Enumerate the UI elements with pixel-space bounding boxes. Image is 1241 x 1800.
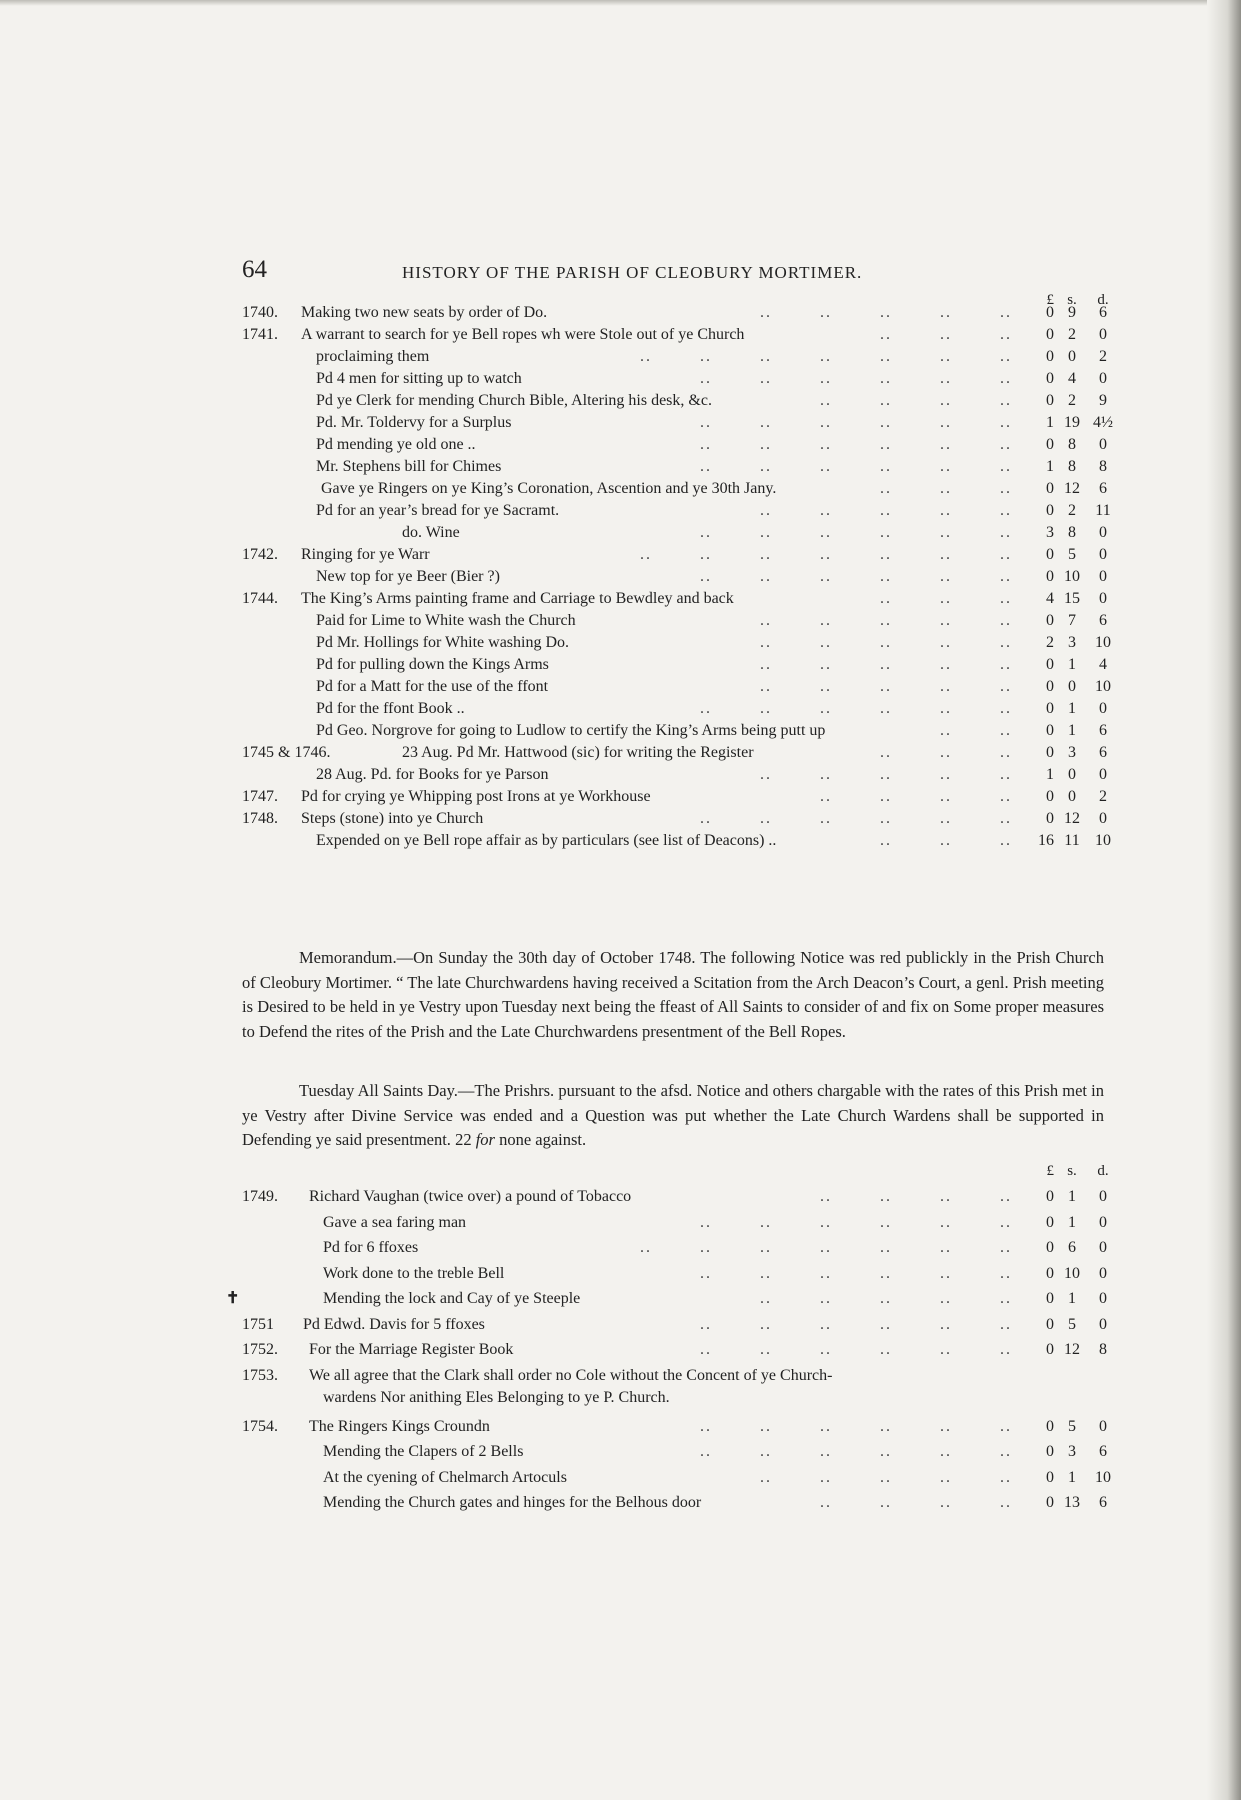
shillings-cell: 0 <box>1068 678 1076 695</box>
shillings-cell: 10 <box>1064 568 1080 585</box>
shillings-cell: 5 <box>1068 1315 1076 1333</box>
entry-year: 1742. <box>242 546 278 563</box>
pence-cell: 10 <box>1095 832 1111 849</box>
tuesday-paragraph <box>242 1079 1104 1153</box>
shillings-cell: 0 <box>1068 766 1076 783</box>
entry-year: 1740. <box>242 304 278 321</box>
entry-description: A warrant to search for ye Bell ropes wh were Stole out of ye Church <box>301 326 745 343</box>
shillings-cell: 1 <box>1068 656 1076 673</box>
pounds-cell: 0 <box>1046 502 1054 519</box>
memorandum-paragraph <box>242 946 1104 1044</box>
entry-description: The King’s Arms painting frame and Carriage to Bewdley and back <box>301 590 734 607</box>
pounds-cell: 0 <box>1046 612 1054 629</box>
pounds-cell: 0 <box>1046 744 1054 761</box>
entry-description: Making two new seats by order of Do. <box>301 304 548 321</box>
money-column-heads-2 <box>0 1163 1160 1183</box>
dot-leader: .. .. .. .. .. .. <box>700 1264 1012 1282</box>
pence-cell: 0 <box>1099 1264 1107 1282</box>
entry-description: Ringing for ye Warr <box>301 546 430 563</box>
pence-cell: 6 <box>1099 744 1107 761</box>
entry-description: The Ringers Kings Croundn <box>309 1417 490 1435</box>
entry-description: Pd Edwd. Davis for 5 ffoxes <box>303 1315 485 1333</box>
dot-leader: .. .. .. <box>880 590 1012 607</box>
entry-description: Mr. Stephens bill for Chimes <box>316 458 502 475</box>
pence-cell: 6 <box>1099 1494 1107 1511</box>
shillings-cell: 1 <box>1068 722 1076 739</box>
vote-for-word: for <box>475 1130 495 1149</box>
dot-leader: .. .. .. <box>880 480 1012 497</box>
shillings-cell: 2 <box>1068 392 1076 409</box>
ledger-row <box>0 1235 1160 1260</box>
pence-cell: 6 <box>1099 1443 1107 1460</box>
shillings-cell: 12 <box>1064 810 1080 827</box>
shillings-head: s. <box>1067 1163 1077 1179</box>
pence-cell: 6 <box>1099 304 1107 321</box>
pounds-cell: 0 <box>1046 392 1054 409</box>
entry-description: We all agree that the Clark shall order no Cole without the Concent of ye Church- <box>309 1366 833 1384</box>
shillings-cell: 1 <box>1068 700 1076 717</box>
entry-description: Gave ye Ringers on ye King’s Coronation, Ascention and ye 30th Jany. <box>321 480 777 497</box>
shillings-cell: 12 <box>1064 1341 1080 1358</box>
shillings-cell: 3 <box>1068 1443 1076 1460</box>
dot-leader: .. .. .. .. .. .. <box>700 810 1012 827</box>
ledger-row <box>0 1439 1160 1464</box>
shillings-cell: 8 <box>1068 436 1076 453</box>
entry-description: 28 Aug. Pd. for Books for ye Parson <box>316 766 549 783</box>
pounds-cell: 0 <box>1046 656 1054 673</box>
ledger-row <box>0 1414 1160 1439</box>
pounds-cell: 4 <box>1046 590 1054 607</box>
margin-cross-icon: ✝ <box>226 1290 240 1307</box>
shillings-cell: 12 <box>1064 480 1080 497</box>
pence-cell: 0 <box>1099 810 1107 827</box>
pounds-cell: 0 <box>1046 1443 1054 1460</box>
page-top-shadow <box>0 0 1241 6</box>
dot-leader: .. .. .. .. .. .. <box>700 458 1012 475</box>
pounds-cell: 0 <box>1046 1239 1054 1256</box>
dot-leader: .. .. .. .. <box>820 1494 1012 1511</box>
entry-year: 1754. <box>242 1417 278 1435</box>
pence-cell: 0 <box>1099 1213 1107 1231</box>
entry-description: Pd. Mr. Toldervy for a Surplus <box>316 414 512 431</box>
pounds-cell: 0 <box>1046 568 1054 585</box>
pounds-head: £ <box>1046 1163 1054 1179</box>
pence-cell: 0 <box>1099 700 1107 717</box>
dot-leader: .. .. .. .. .. .. <box>700 370 1012 387</box>
pence-head: d. <box>1097 1163 1109 1179</box>
pounds-cell: 0 <box>1046 304 1054 321</box>
entry-description: Pd Geo. Norgrove for going to Ludlow to certify the King’s Arms being putt up <box>316 722 826 739</box>
shillings-cell: 19 <box>1064 414 1080 431</box>
pounds-cell: 0 <box>1046 810 1054 827</box>
pence-cell: 0 <box>1099 568 1107 585</box>
entry-year: 1745 & 1746. <box>242 744 331 761</box>
dot-leader: .. .. .. .. .. .. <box>700 414 1012 431</box>
entry-description: Pd for 6 ffoxes <box>323 1239 419 1256</box>
pence-cell: 0 <box>1099 1239 1107 1256</box>
dot-leader: .. .. .. .. .. .. <box>700 700 1012 717</box>
entry-description: proclaiming them <box>316 348 430 365</box>
tuesday-text: Tuesday All Saints Day.—The Prishrs. pursuant to the afsd. Notice and others chargable with the rates of this Prish met in ye Vestry after Divine Service was ended and a Question was put whether the Late Church Wardens shall be supported in Defending ye said presentment. <box>242 1081 1104 1149</box>
shillings-cell: 3 <box>1068 744 1076 761</box>
memorandum-text: Memorandum.—On Sunday the 30th day of October 1748. The following Notice was red publickly in the Prish Church of Cleobury Mortimer. “ The late Churchwardens having received a Scitation from the Arch Deacon’s Court, a genl. Prish meeting is Desired to be held in ye Vestry upon Tuesday next being the ffeast of All Saints to consider of and fix on Some proper measures to Defend the rites of the Prish and the Late Churchwardens presentment of the Bell Ropes. <box>242 948 1104 1041</box>
entry-description: Gave a sea faring man <box>323 1213 467 1231</box>
entry-description: Steps (stone) into ye Church <box>301 810 484 827</box>
dot-leader: .. .. .. .. .. .. <box>700 1213 1012 1231</box>
pence-cell: 0 <box>1099 524 1107 541</box>
pence-cell: 6 <box>1099 480 1107 497</box>
ledger-row <box>0 1184 1160 1209</box>
pence-cell: 0 <box>1099 590 1107 607</box>
entry-description: Pd for crying ye Whipping post Irons at ye Workhouse <box>301 788 651 805</box>
shillings-cell: 10 <box>1064 1264 1080 1282</box>
dot-leader: .. .. .. .. .. <box>760 612 1012 629</box>
ledger-continuation-line: wardens Nor anithing Eles Belonging to ye P. Church. <box>323 1389 670 1406</box>
dot-leader: .. .. .. .. .. <box>760 766 1012 783</box>
page-number: 64 <box>242 256 267 283</box>
pounds-cell: 0 <box>1046 1264 1054 1282</box>
entry-description: New top for ye Beer (Bier ?) <box>316 568 500 585</box>
pounds-cell: 0 <box>1046 1290 1054 1307</box>
entry-description: At the cyening of Chelmarch Artoculs <box>323 1468 567 1486</box>
pounds-cell: 0 <box>1046 678 1054 695</box>
pence-cell: 2 <box>1099 788 1107 805</box>
pence-head: d. <box>1097 292 1109 308</box>
pounds-cell: 0 <box>1046 1341 1054 1358</box>
pounds-cell: 0 <box>1046 1494 1054 1511</box>
shillings-cell: 0 <box>1068 788 1076 805</box>
pence-cell: 0 <box>1099 1315 1107 1333</box>
pounds-cell: 0 <box>1046 1188 1054 1205</box>
entry-description: Mending the Church gates and hinges for the Belhous door <box>323 1494 702 1511</box>
dot-leader: .. .. .. .. .. .. .. <box>640 1239 1012 1256</box>
entry-year: 1747. <box>242 788 278 805</box>
shillings-cell: 4 <box>1068 370 1076 387</box>
entry-description: do. Wine <box>402 524 460 541</box>
entry-year: 1748. <box>242 810 278 827</box>
dot-leader: .. .. .. .. .. <box>760 656 1012 673</box>
pence-cell: 10 <box>1095 678 1111 695</box>
ledger-row <box>0 1312 1160 1337</box>
shillings-cell: 1 <box>1068 1188 1076 1205</box>
dot-leader: .. .. .. .. .. .. .. <box>640 546 1012 563</box>
dot-leader: .. .. .. .. .. <box>760 502 1012 519</box>
pounds-cell: 0 <box>1046 326 1054 343</box>
ledger-row <box>0 1337 1160 1362</box>
shillings-cell: 5 <box>1068 546 1076 563</box>
shillings-head: s. <box>1067 292 1077 308</box>
dot-leader: .. .. .. .. .. <box>760 634 1012 651</box>
dot-leader: .. .. .. .. .. .. <box>700 1417 1012 1435</box>
entry-year: 1749. <box>242 1188 278 1205</box>
entry-description: Pd ye Clerk for mending Church Bible, Altering his desk, &c. <box>316 392 712 409</box>
dot-leader: .. .. .. .. .. .. <box>700 436 1012 453</box>
pence-cell: 0 <box>1099 326 1107 343</box>
shillings-cell: 1 <box>1068 1468 1076 1486</box>
pence-cell: 4 <box>1099 656 1107 673</box>
entry-description: Mending the lock and Cay of ye Steeple <box>323 1290 581 1307</box>
pounds-cell: 3 <box>1046 524 1054 541</box>
pence-cell: 6 <box>1099 722 1107 739</box>
page-binding-edge <box>1207 0 1241 1800</box>
pounds-cell: 0 <box>1046 1213 1054 1231</box>
running-head: HISTORY OF THE PARISH OF CLEOBURY MORTIMER. <box>402 263 863 282</box>
ledger-row <box>0 1465 1160 1490</box>
dot-leader: .. .. .. <box>880 326 1012 343</box>
pence-cell: 8 <box>1099 1341 1107 1358</box>
ledger-row <box>0 1210 1160 1235</box>
pence-cell: 2 <box>1099 348 1107 365</box>
entry-description: Mending the Clapers of 2 Bells <box>323 1443 524 1460</box>
dot-leader: .. .. .. .. .. .. .. <box>640 348 1012 365</box>
entry-year: 1744. <box>242 590 278 607</box>
pence-cell: 4½ <box>1093 414 1113 431</box>
pounds-cell: 0 <box>1046 546 1054 563</box>
pounds-cell: 0 <box>1046 480 1054 497</box>
shillings-cell: 0 <box>1068 348 1076 365</box>
entry-description: Pd for the ffont Book .. <box>316 700 465 717</box>
pence-cell: 8 <box>1099 458 1107 475</box>
dot-leader: .. .. .. .. .. <box>760 678 1012 695</box>
shillings-cell: 1 <box>1068 1290 1076 1307</box>
pounds-cell: 0 <box>1046 370 1054 387</box>
pounds-cell: 0 <box>1046 700 1054 717</box>
dot-leader: .. .. .. .. .. .. <box>700 1341 1012 1358</box>
pence-cell: 10 <box>1095 1468 1111 1486</box>
pence-cell: 6 <box>1099 612 1107 629</box>
shillings-cell: 11 <box>1064 832 1080 849</box>
shillings-cell: 6 <box>1068 1239 1076 1256</box>
ledger-row <box>0 828 1160 853</box>
pounds-cell: 16 <box>1038 832 1054 849</box>
dot-leader: .. .. .. .. .. <box>760 1468 1012 1486</box>
entry-description: Pd for pulling down the Kings Arms <box>316 656 549 673</box>
entry-description: Pd 4 men for sitting up to watch <box>316 370 522 387</box>
shillings-cell: 15 <box>1064 590 1080 607</box>
shillings-cell: 5 <box>1068 1417 1076 1435</box>
vote-rest: none against. <box>499 1130 587 1149</box>
dot-leader: .. .. <box>940 722 1012 739</box>
shillings-cell: 8 <box>1068 458 1076 475</box>
shillings-cell: 1 <box>1068 1213 1076 1231</box>
entry-description: Pd Mr. Hollings for White washing Do. <box>316 634 570 651</box>
pounds-cell: 0 <box>1046 1315 1054 1333</box>
entry-description: For the Marriage Register Book <box>309 1341 514 1358</box>
vote-count: 22 <box>455 1130 472 1149</box>
dot-leader: .. .. .. .. .. .. <box>700 1315 1012 1333</box>
pence-cell: 0 <box>1099 370 1107 387</box>
entry-year: 1752. <box>242 1341 278 1358</box>
pounds-cell: 0 <box>1046 1468 1054 1486</box>
pounds-cell: 0 <box>1046 788 1054 805</box>
pounds-cell: 0 <box>1046 1417 1054 1435</box>
pence-cell: 0 <box>1099 1417 1107 1435</box>
pence-cell: 0 <box>1099 1188 1107 1205</box>
dot-leader: .. .. .. .. .. .. <box>700 568 1012 585</box>
entry-description: Pd for an year’s bread for ye Sacramt. <box>316 502 560 519</box>
pounds-cell: 2 <box>1046 634 1054 651</box>
shillings-cell: 9 <box>1068 304 1076 321</box>
ledger-row <box>0 1261 1160 1286</box>
dot-leader: .. .. .. .. <box>820 1188 1012 1205</box>
pounds-head: £ <box>1046 292 1054 308</box>
pounds-cell: 1 <box>1046 766 1054 783</box>
pence-cell: 0 <box>1099 766 1107 783</box>
pence-cell: 11 <box>1095 502 1111 519</box>
pence-cell: 0 <box>1099 436 1107 453</box>
pounds-cell: 1 <box>1046 458 1054 475</box>
pounds-cell: 1 <box>1046 414 1054 431</box>
pence-cell: 9 <box>1099 392 1107 409</box>
pence-cell: 0 <box>1099 546 1107 563</box>
dot-leader: .. .. .. .. <box>820 392 1012 409</box>
shillings-cell: 2 <box>1068 326 1076 343</box>
dot-leader: .. .. .. .. .. .. <box>700 524 1012 541</box>
shillings-cell: 7 <box>1068 612 1076 629</box>
shillings-cell: 3 <box>1068 634 1076 651</box>
pence-cell: 10 <box>1095 634 1111 651</box>
dot-leader: .. .. .. <box>880 832 1012 849</box>
entry-description: Expended on ye Bell rope affair as by particulars (see list of Deacons) .. <box>316 832 777 849</box>
shillings-cell: 8 <box>1068 524 1076 541</box>
entry-year: 1751 <box>242 1315 274 1333</box>
entry-description: Work done to the treble Bell <box>323 1264 505 1282</box>
entry-description: Richard Vaughan (twice over) a pound of Tobacco <box>309 1188 632 1205</box>
dot-leader: .. .. .. .. .. <box>760 304 1012 321</box>
ledger-row <box>0 1286 1160 1311</box>
ledger-row <box>0 1363 1160 1388</box>
shillings-cell: 13 <box>1064 1494 1080 1511</box>
shillings-cell: 2 <box>1068 502 1076 519</box>
pence-cell: 0 <box>1099 1290 1107 1307</box>
pounds-cell: 0 <box>1046 436 1054 453</box>
ledger-row <box>0 1490 1160 1515</box>
entry-description: Pd for a Matt for the use of the ffont <box>316 678 549 695</box>
dot-leader: .. .. .. .. .. .. <box>700 1443 1012 1460</box>
pounds-cell: 0 <box>1046 722 1054 739</box>
entry-description: 23 Aug. Pd Mr. Hattwood (sic) for writing the Register <box>402 744 754 761</box>
entry-description: Paid for Lime to White wash the Church <box>316 612 576 629</box>
entry-description: Pd mending ye old one .. <box>316 436 476 453</box>
entry-year: 1753. <box>242 1366 278 1384</box>
dot-leader: .. .. .. <box>880 744 1012 761</box>
dot-leader: .. .. .. .. .. <box>760 1290 1012 1307</box>
dot-leader: .. .. .. .. <box>820 788 1012 805</box>
pounds-cell: 0 <box>1046 348 1054 365</box>
entry-year: 1741. <box>242 326 278 343</box>
